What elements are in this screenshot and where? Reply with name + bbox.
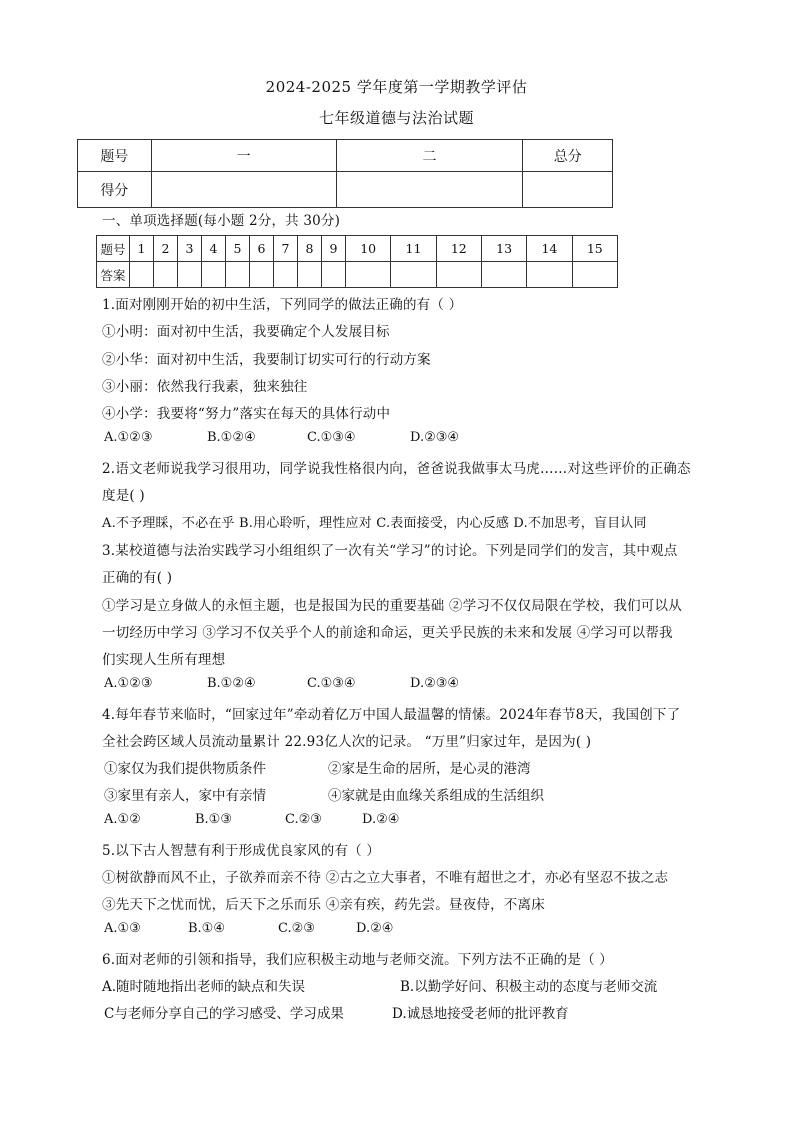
q1-option-c[interactable]: C.①③④	[307, 430, 356, 445]
section-heading: 一、单项选择题(每小题 2分，共 30分)	[102, 213, 341, 229]
answer-number: 7	[274, 236, 298, 262]
answer-number: 11	[391, 236, 436, 262]
q5-stem: 5.以下古人智慧有利于形成优良家风的有（ ）	[102, 843, 381, 859]
q6-stem: 6.面对老师的引领和指导，我们应积极主动地与老师交流。下列方法不正确的是（ ）	[102, 952, 613, 968]
q1-item: ②小华：面对初中生活，我要制订切实可行的行动方案	[102, 352, 431, 368]
score-header-cell: 题号	[78, 140, 152, 172]
q6-option-b[interactable]: B.以勤学好问、积极主动的态度与老师交流	[400, 979, 658, 995]
answer-number: 10	[346, 236, 391, 262]
q3-body: 们实现人生所有理想	[102, 652, 226, 668]
score-header-cell: 二	[336, 140, 523, 172]
q4-option-a[interactable]: A.①②	[104, 812, 141, 827]
q6-option-c[interactable]: C与老师分享自己的学习感受、学习成果	[104, 1006, 344, 1022]
q1-option-b[interactable]: B.①②④	[207, 430, 256, 445]
q1-item: ①小明：面对初中生活，我要确定个人发展目标	[102, 324, 390, 340]
answer-table	[96, 235, 618, 288]
answer-cell[interactable]	[391, 262, 436, 288]
answer-cell[interactable]	[527, 262, 572, 288]
q4-item: ④家就是由血缘关系组成的生活组织	[328, 788, 544, 804]
answer-cell[interactable]	[154, 262, 178, 288]
q2-stem-cont: 度是( )	[102, 488, 145, 504]
q3-body: ①学习是立身做人的永恒主题，也是报国为民的重要基础 ②学习不仅仅局限在学校，我们可以从	[102, 598, 682, 614]
q4-item: ②家是生命的居所，是心灵的港湾	[328, 761, 531, 777]
answer-number: 13	[481, 236, 526, 262]
q1-option-d[interactable]: D.②③④	[410, 430, 460, 445]
score-table	[77, 139, 613, 208]
answer-cell[interactable]	[130, 262, 154, 288]
score-cell[interactable]	[151, 172, 336, 208]
answer-cell[interactable]	[298, 262, 322, 288]
q5-option-b[interactable]: B.①④	[188, 921, 225, 936]
score-cell[interactable]	[523, 172, 613, 208]
answer-cell[interactable]	[436, 262, 481, 288]
answer-number: 8	[298, 236, 322, 262]
exam-title: 2024-2025 学年度第一学期教学评估	[265, 78, 528, 96]
q3-option-a[interactable]: A.①②③	[104, 676, 153, 691]
answer-cell[interactable]	[481, 262, 526, 288]
answer-number: 12	[436, 236, 481, 262]
score-header-cell: 一	[151, 140, 336, 172]
q4-item: ①家仅为我们提供物质条件	[104, 761, 266, 777]
q1-item: ③小丽：依然我行我素，独来独往	[102, 379, 308, 395]
answer-number: 1	[130, 236, 154, 262]
q6-option-a[interactable]: A.随时随地指出老师的缺点和失误	[102, 979, 306, 995]
answer-row-label: 答案	[97, 262, 130, 288]
q3-option-d[interactable]: D.②③④	[410, 676, 460, 691]
q3-option-c[interactable]: C.①③④	[307, 676, 356, 691]
q4-stem-cont: 全社会跨区域人员流动量累计 22.93亿人次的记录。 “万里”归家过年，是因为( )	[102, 734, 592, 750]
q3-stem: 3.某校道德与法治实践学习小组组织了一次有关“学习”的讨论。下列是同学们的发言，其中观点	[102, 543, 678, 559]
q3-option-b[interactable]: B.①②④	[207, 676, 256, 691]
q1-option-a[interactable]: A.①②③	[104, 430, 153, 445]
answer-cell[interactable]	[178, 262, 202, 288]
q5-option-a[interactable]: A.①③	[104, 921, 141, 936]
answer-number: 15	[572, 236, 617, 262]
q4-option-c[interactable]: C.②③	[285, 812, 322, 827]
q2-options[interactable]: A.不予理睬，不必在乎 B.用心聆听，理性应对 C.表面接受，内心反感 D.不加思考，盲目认同	[102, 516, 647, 531]
q4-option-d[interactable]: D.②④	[362, 812, 400, 827]
q6-option-d[interactable]: D.诚恳地接受老师的批评教育	[392, 1006, 569, 1022]
answer-cell[interactable]	[274, 262, 298, 288]
answer-number: 9	[322, 236, 346, 262]
answer-cell[interactable]	[250, 262, 274, 288]
q5-body: ①树欲静而风不止，子欲养而亲不待 ②古之立大事者，不唯有超世之才，亦必有坚忍不拔之志	[102, 870, 669, 886]
answer-number: 14	[527, 236, 572, 262]
answer-cell[interactable]	[226, 262, 250, 288]
score-header-cell: 总分	[523, 140, 613, 172]
answer-row-label: 题号	[97, 236, 130, 262]
answer-number: 4	[202, 236, 226, 262]
q2-stem: 2.语文老师说我学习很用功，同学说我性格很内向，爸爸说我做事太马虎……对这些评价的正确态	[102, 461, 691, 477]
answer-number: 5	[226, 236, 250, 262]
q1-item: ④小学：我要将“努力”落实在每天的具体行动中	[102, 406, 391, 422]
q5-option-d[interactable]: D.②④	[356, 921, 394, 936]
answer-number: 3	[178, 236, 202, 262]
answer-cell[interactable]	[322, 262, 346, 288]
exam-subtitle: 七年级道德与法治试题	[318, 109, 474, 127]
q4-stem: 4.每年春节来临时，“回家过年”牵动着亿万中国人最温馨的情愫。2024年春节8天，我国创下了	[102, 707, 681, 723]
q4-option-b[interactable]: B.①③	[195, 812, 232, 827]
q5-option-c[interactable]: C.②③	[278, 921, 315, 936]
score-row-label: 得分	[78, 172, 152, 208]
answer-number: 6	[250, 236, 274, 262]
q1-stem: 1.面对刚刚开始的初中生活，下列同学的做法正确的有（ ）	[102, 297, 463, 313]
q3-body: 一切经历中学习 ③学习不仅关乎个人的前途和命运，更关乎民族的未来和发展 ④学习可以帮我	[102, 625, 673, 641]
q4-item: ③家里有亲人，家中有亲情	[104, 788, 266, 804]
answer-cell[interactable]	[202, 262, 226, 288]
q3-stem-cont: 正确的有( )	[102, 570, 173, 586]
score-cell[interactable]	[336, 172, 523, 208]
answer-cell[interactable]	[346, 262, 391, 288]
q5-body: ③先天下之忧而忧，后天下之乐而乐 ④亲有疾，药先尝。昼夜侍，不离床	[102, 897, 545, 913]
answer-cell[interactable]	[572, 262, 617, 288]
answer-number: 2	[154, 236, 178, 262]
